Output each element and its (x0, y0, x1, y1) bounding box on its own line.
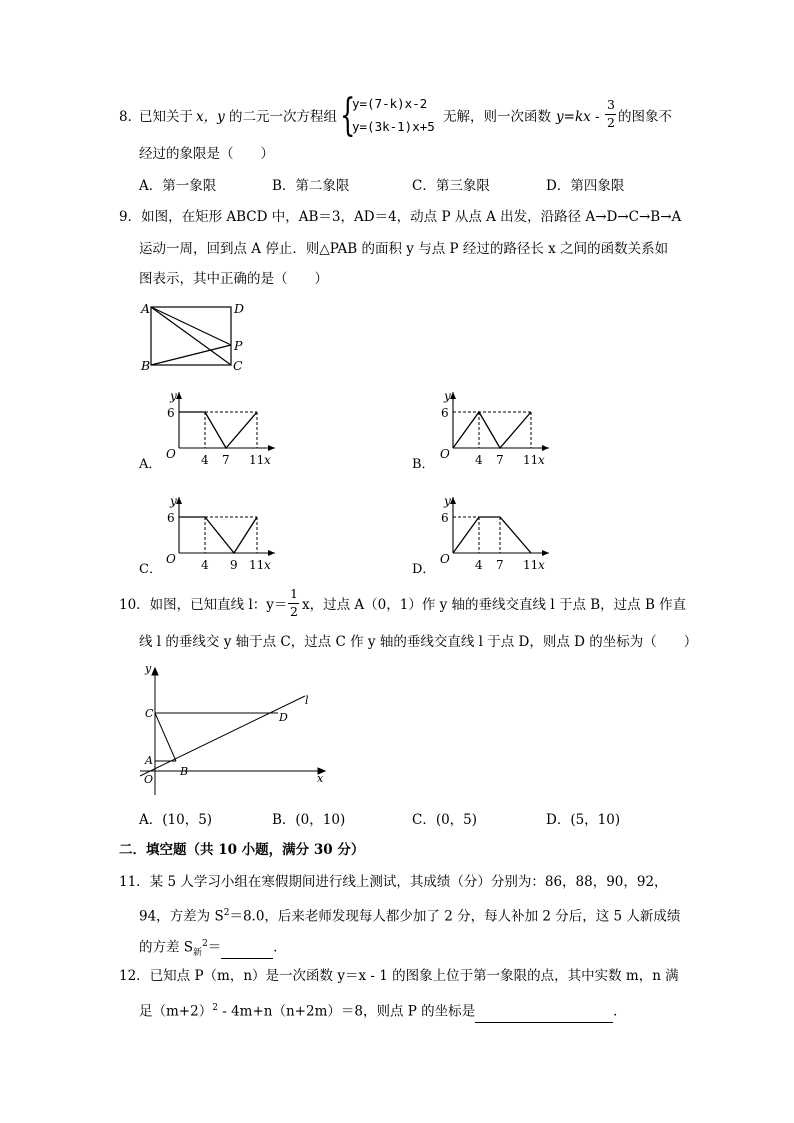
q8-tail: 的图象不 (618, 109, 672, 125)
q9-graph-d (412, 494, 549, 577)
q9-line-2: 运动一周，回到点 A 停止．则△PAB 的面积 y 与点 P 经过的路径长 x 之间的函数关系如 (139, 241, 669, 257)
q8-option-b: B．第二象限 (272, 178, 350, 194)
q8-fraction-numerator: 3 (607, 97, 615, 112)
fig-label-o: O (144, 773, 154, 786)
graph-c-x-tick-3: 11 (249, 558, 265, 572)
segment-bp (151, 345, 231, 365)
fig-label-a: A (145, 754, 153, 767)
fig-label-d: D (279, 711, 288, 724)
graph-b-y-axis-label: y (444, 389, 451, 403)
graph-c-x-tick-2: 9 (230, 558, 238, 572)
graph-d-origin: O (440, 552, 450, 566)
q11-line-1: 11．某 5 人学习小组在寒假期间进行线上测试，其成绩（分）分别为：86，88，90，92， (119, 874, 668, 890)
graph-a-option-label: A． (139, 457, 162, 472)
graph-c-y-axis-label: y (170, 494, 177, 508)
graph-b-y-tick: 6 (441, 406, 449, 420)
graph-c-option-label: C． (139, 562, 162, 577)
q10-option-b: B．(0，10) (272, 812, 346, 828)
q11-answer-blank[interactable] (221, 938, 273, 959)
q8-option-d: D．第四象限 (546, 178, 625, 194)
q9-rectangle-figure (151, 307, 231, 365)
fig-label-x: x (317, 772, 324, 785)
q8-line-2: 经过的象限是（ ） (139, 146, 274, 162)
q11-line-3-sup: 2 (202, 939, 208, 949)
q11-line-3-end: ． (273, 939, 287, 956)
section-2-title: 二．填空题（共 10 小题，满分 30 分） (119, 842, 365, 858)
graph-b-x-axis-label: x (538, 453, 545, 467)
graph-d-x-axis-label: x (538, 558, 545, 572)
q8-after: 无解，则一次函数 (443, 109, 551, 125)
q10-option-a: A．(10，5) (139, 812, 213, 828)
rect-label-d: D (234, 301, 245, 316)
fig-label-l: l (305, 694, 309, 707)
q10-fraction-denominator: 2 (290, 604, 298, 619)
q10-option-c: C．(0，5) (412, 812, 478, 828)
q8-lead: 已知关于 (139, 109, 193, 125)
q11-line-2-a: 94，方差为 S (139, 908, 224, 925)
graph-b-x-tick-1: 4 (475, 453, 483, 467)
q9-line-1: 9．如图，在矩形 ABCD 中，AB＝3，AD＝4，动点 P 从点 A 出发，沿路径 A→D→C→B→A (119, 209, 682, 225)
rect-label-p: P (234, 338, 243, 353)
q12-answer-blank[interactable] (475, 1002, 613, 1023)
q9-graph-b (412, 389, 549, 472)
graph-c-x-axis-label: x (264, 558, 271, 572)
q11-line-2 (139, 903, 680, 927)
q8-number: 8． (119, 109, 142, 125)
q11-line-3-sub: 新 (193, 948, 203, 959)
graph-b-x-tick-3: 11 (523, 453, 539, 467)
fig-label-b: B (180, 765, 189, 778)
q12-line-1: 12．已知点 P（m，n）是一次函数 y＝x - 1 的图象上位于第一象限的点，其中实数 m，n 满 (119, 968, 679, 984)
q12-line-2 (139, 998, 627, 1023)
graph-d-option-label: D． (412, 562, 436, 577)
q12-line-2-end: ． (613, 1003, 627, 1020)
q9-graph-a (138, 389, 275, 472)
rect-label-b: B (141, 358, 151, 373)
system-brace: { (340, 90, 356, 141)
graph-d-y-axis-label: y (444, 494, 451, 508)
graph-a-y-tick: 6 (167, 406, 175, 420)
graph-d-y-tick: 6 (441, 511, 449, 525)
segment-ac (151, 307, 231, 365)
graph-a-x-tick-1: 4 (201, 453, 209, 467)
q9-line-3: 图表示，其中正确的是（ ） (139, 271, 328, 287)
graph-a-x-tick-2: 7 (222, 453, 230, 467)
graph-b-origin: O (440, 447, 450, 461)
q12-line-2-b: - 4m+n（n+2m）＝8，则点 P 的坐标是 (217, 1003, 476, 1020)
q11-line-3 (139, 934, 287, 963)
q8-equation-1: y=(7-k)x-2 (352, 96, 428, 111)
graph-b-option-label: B． (412, 457, 435, 472)
q11-line-2-sup: 2 (223, 908, 230, 918)
q8-equation-2: y=(3k-1)x+5 (352, 119, 435, 134)
q8-option-c: C．第三象限 (412, 178, 490, 194)
fig-label-y: y (145, 662, 152, 675)
q11-line-3-a: 的方差 S (139, 939, 194, 956)
segment-bc (155, 713, 176, 761)
segment-ap (151, 307, 231, 345)
fig-label-c: C (145, 707, 154, 720)
q8-fraction-denominator: 2 (607, 115, 615, 130)
q8-mid: 的二元一次方程组 (229, 109, 337, 125)
graph-a-x-axis-label: x (264, 453, 271, 467)
graph-c-y-tick: 6 (167, 511, 175, 525)
graph-d-x-tick-2: 7 (496, 558, 504, 572)
graph-a-x-tick-3: 11 (249, 453, 265, 467)
rect-label-c: C (233, 358, 243, 373)
q12-line-2-a: 足（m+2） (139, 1003, 213, 1020)
graph-a-y-axis-label: y (170, 389, 177, 403)
q12-line-2-sup: 2 (212, 1003, 218, 1013)
q10-fraction-numerator: 1 (290, 586, 298, 601)
q10-part-1: 10．如图，已知直线 l：y＝ (119, 597, 288, 613)
graph-c-x-tick-1: 4 (201, 558, 209, 572)
rect-label-a: A (141, 301, 151, 316)
q9-graph-c (139, 494, 275, 577)
q11-line-3-b: ＝ (207, 939, 222, 956)
q11-line-2-b: ＝8.0，后来老师发现每人都少加了 2 分，每人补加 2 分后，这 5 人新成绩 (229, 908, 681, 925)
y-axis-arrow (152, 668, 158, 675)
graph-d-x-tick-1: 4 (475, 558, 483, 572)
q10-part-2: x，过点 A（0，1）作 y 轴的垂线交直线 l 于点 B，过点 B 作直 (302, 597, 687, 613)
q10-option-d: D．(5，10) (546, 812, 621, 828)
graph-d-x-tick-3: 11 (523, 558, 539, 572)
graph-b-x-tick-2: 7 (496, 453, 504, 467)
q8-option-a: A．第一象限 (139, 178, 217, 194)
q8-function: y=kx - (556, 109, 600, 125)
q10-line-2: 线 l 的垂线交 y 轴于点 C，过点 C 作 y 轴的垂线交直线 l 于点 D，则点 D 的坐标为（ ） (139, 634, 698, 650)
q8-xy: x，y (196, 109, 225, 125)
graph-a-origin: O (166, 447, 176, 461)
graph-c-origin: O (166, 552, 176, 566)
